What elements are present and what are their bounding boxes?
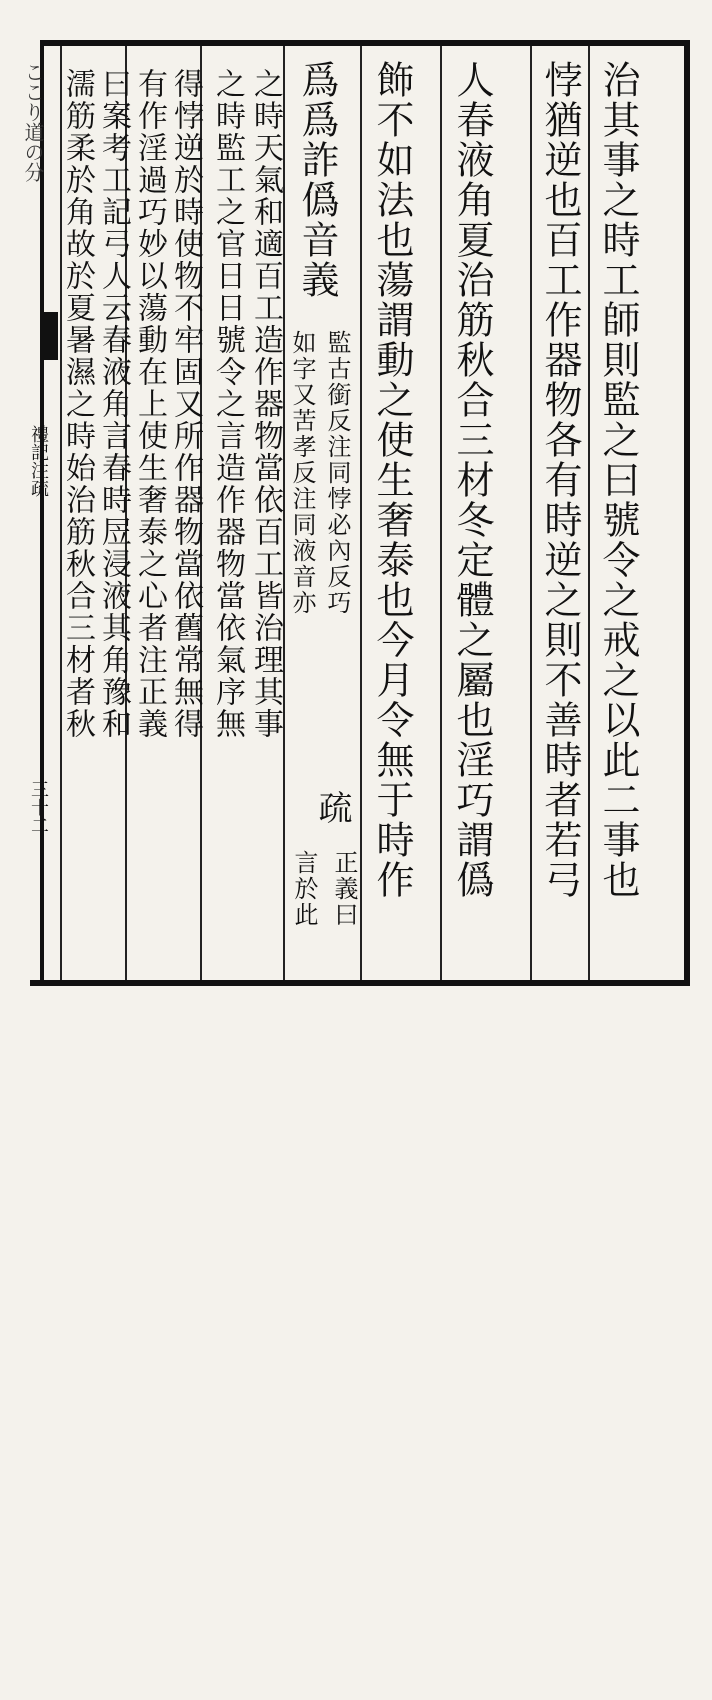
text-column-4: 飾不如法也蕩謂動之使生奢泰也今月令無于時作	[370, 60, 414, 900]
column-rule	[588, 46, 590, 980]
right-border	[684, 40, 690, 986]
annotation-column-5a: 監古銜反注同悖必內反巧	[323, 330, 351, 616]
column-rule	[360, 46, 362, 980]
text-column-5-heading: 爲爲詐僞音義	[295, 60, 339, 300]
bottom-border	[30, 980, 686, 986]
text-column-8: 得悖逆於時使物不牢固又所作器物當依舊常無得	[168, 68, 203, 740]
text-column-3: 人春液角夏治筋秋合三材冬定體之屬也淫巧謂僞	[450, 60, 494, 900]
fish-tail-mark	[40, 312, 58, 360]
annotation-column-5b: 如字又苦孝反注同液音亦	[288, 330, 316, 616]
column-rule	[440, 46, 442, 980]
annotation-column-5c: 正義曰	[330, 850, 358, 928]
text-column-2: 悖猶逆也百工作器物各有時逆之則不善時者若弓	[538, 60, 582, 900]
text-column-11: 濡筋柔於角故於夏暑濕之時始治筋秋合三材者秋	[60, 68, 95, 740]
column-rule	[530, 46, 532, 980]
annotation-column-5d: 言於此	[290, 850, 318, 928]
text-column-9: 有作淫過巧妙以蕩動在上使生奢泰之心者注正義	[132, 68, 167, 740]
margin-header-fragment: ここり道の分	[21, 62, 45, 182]
shu-commentary-marker: 疏	[312, 790, 352, 826]
text-column-7: 之時監工之官日日號令之言造作器物當依氣序無	[210, 68, 245, 740]
text-column-6: 之時天氣和適百工造作器物當依百工皆治理其事	[248, 68, 283, 740]
column-rule	[283, 46, 285, 980]
margin-page-number: 三十二	[28, 780, 49, 834]
text-column-10: 曰案考工記弓人云春液角言春時㞐浸液其角豫和	[96, 68, 131, 740]
margin-book-title: 禮記注疏	[28, 425, 49, 497]
text-column-1: 治其事之時工師則監之曰號令之戒之以此二事也	[596, 60, 640, 900]
